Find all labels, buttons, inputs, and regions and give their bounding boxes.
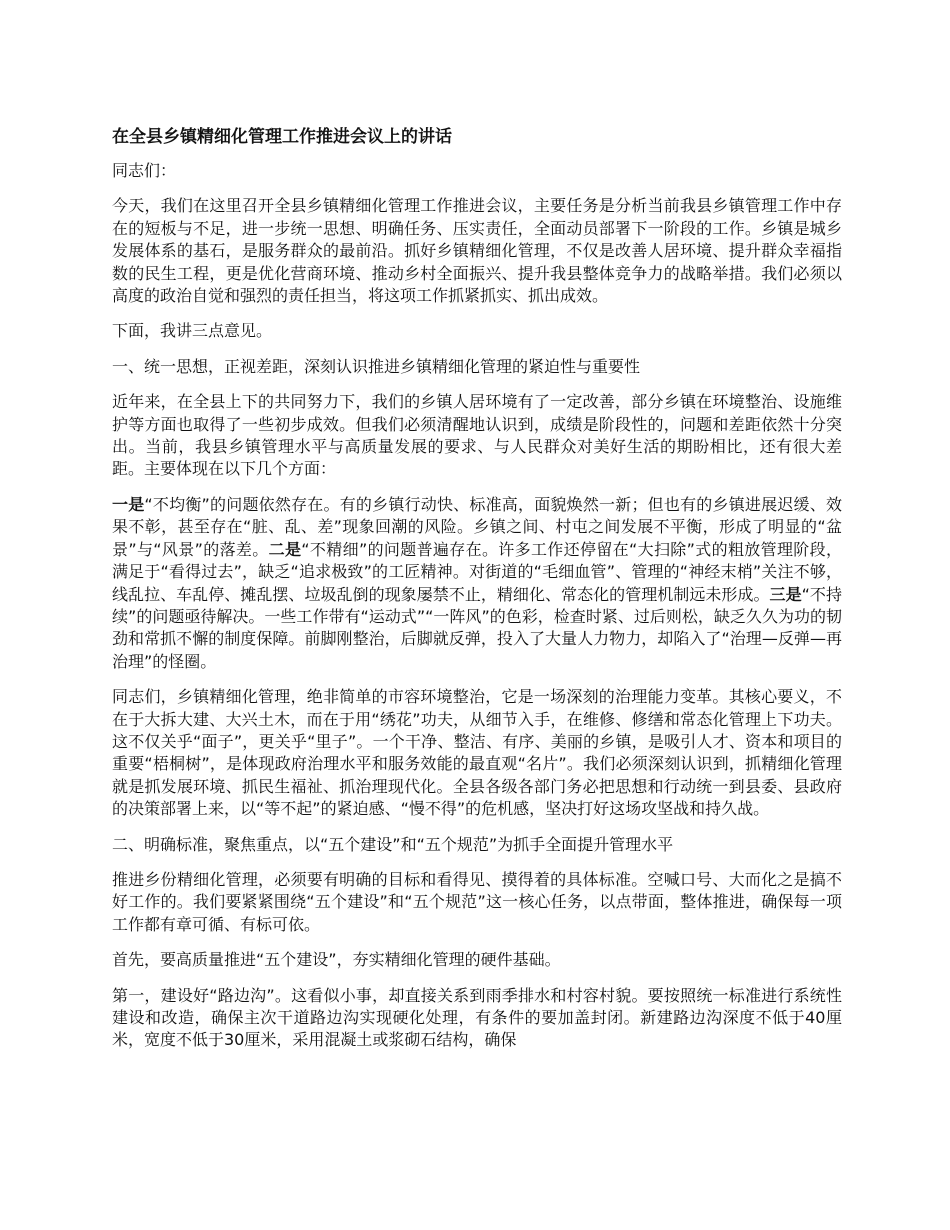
section-2-paragraph-1: 推进乡份精细化管理，必须要有明确的目标和看得见、摸得着的具体标准。空喊口号、大而化之是搞不好工作的。我们要紧紧围绕“五个建设”和“五个规范”这一核心任务，以点带面，整体推进，确保每一项工作都有章可循、有标可依。 [112,869,842,934]
point-two-lead: 二是 [268,539,302,559]
intro-paragraph: 今天，我们在这里召开全县乡镇精细化管理工作推进会议，主要任务是分析当前我县乡镇管理工作中存在的短板与不足，进一步统一思想、明确任务、压实责任，全面动员部署下一阶段的工作。乡镇是城乡发展体系的基石，是服务群众的最前沿。抓好乡镇精细化管理，不仅是改善人居环境、提升群众幸福指数的民生工程，更是优化营商环境、推动乡村全面振兴、提升我县整体竞争力的战略举措。我们必须以高度的政治自觉和强烈的责任担当，将这项工作抓紧抓实、抓出成效。 [112,196,842,306]
point-three-lead: 三是 [769,584,802,604]
section-1-paragraph-1: 近年来，在全县上下的共同努力下，我们的乡镇人居环境有了一定改善，部分乡镇在环境整治、设施维护等方面也取得了一些初步成效。但我们必须清醒地认识到，成绩是阶段性的，问题和差距依然十分突出。当前，我县乡镇管理水平与高质量发展的要求、与人民群众对美好生活的期盼相比，还有很大差距。主要体现在以下几个方面： [112,392,842,479]
section-1-problems-paragraph [112,494,842,673]
document-page [112,118,842,1065]
section-1-paragraph-3: 同志们，乡镇精细化管理，绝非简单的市容环境整治，它是一场深刻的治理能力变革。其核心要义，不在于大拆大建、大兴土木，而在于用“绣花”功夫，从细节入手，在维修、修缮和常态化管理上下功夫。这不仅关乎“面子”，更关乎“里子”。一个干净、整洁、有序、美丽的乡镇，是吸引人才、资本和项目的重要“梧桐树”，是体现政府治理水平和服务效能的最直观“名片”。我们必须深刻认识到，抓精细化管理就是抓发展环境、抓民生福祉、抓治理现代化。全县各级各部门务必把思想和行动统一到县委、县政府的决策部署上来，以“等不起”的紧迫感、“慢不得”的危机感，坚决打好这场攻坚战和持久战。 [112,687,842,819]
section-2-paragraph-2: 首先，要高质量推进“五个建设”，夯实精细化管理的硬件基础。 [112,950,561,970]
section-1-heading: 一、统一思想，正视差距，深刻认识推进乡镇精细化管理的紧迫性与重要性 [112,356,641,376]
section-2-heading: 二、明确标准，聚焦重点，以“五个建设”和“五个规范”为抓手全面提升管理水平 [112,834,674,854]
section-2-paragraph-3: 第一，建设好“路边沟”。这看似小事，却直接关系到雨季排水和村容村貌。要按照统一标准进行系统性建设和改造，确保主次干道路边沟实现硬化处理，有条件的要加盖封闭。新建路边沟深度不低于40厘米，宽度不低于30厘米，采用混凝土或浆砌石结构，确保 [112,985,842,1050]
point-one-text: “不均衡”的问题依然存在。有的乡镇行动快、标准高，面貌焕然一新；但也有的乡镇进展迟缓、效果不彰，甚至存在“脏、乱、差”现象回潮的风险。乡镇之间、村屯之间发展不平衡，形成了明显的“盆景”与“风景”的落差。 [112,494,842,559]
point-two-text: “不精细”的问题普遍存在。许多工作还停留在“大扫除”式的粗放管理阶段，满足于“看得过去”，缺乏“追求极致”的工匠精神。对街道的“毛细血管”、管理的“神经末梢”关注不够，线乱拉、车乱停、摊乱摆、垃圾乱倒的现象屡禁不止，精细化、常态化的管理机制远未形成。 [112,539,842,604]
transition-paragraph: 下面，我讲三点意见。 [112,321,273,341]
salutation: 同志们： [112,161,177,180]
document-title: 在全县乡镇精细化管理工作推进会议上的讲话 [112,127,452,147]
point-one-lead: 一是 [112,494,145,514]
point-three-text: “不持续”的问题亟待解决。一些工作带有“运动式”“一阵风”的色彩，检查时紧、过后则松，缺乏久久为功的韧劲和常抓不懈的制度保障。前脚刚整治，后脚就反弹，投入了大量人力物力，却陷入了“治理—反弹—再治理”的怪圈。 [112,584,842,671]
